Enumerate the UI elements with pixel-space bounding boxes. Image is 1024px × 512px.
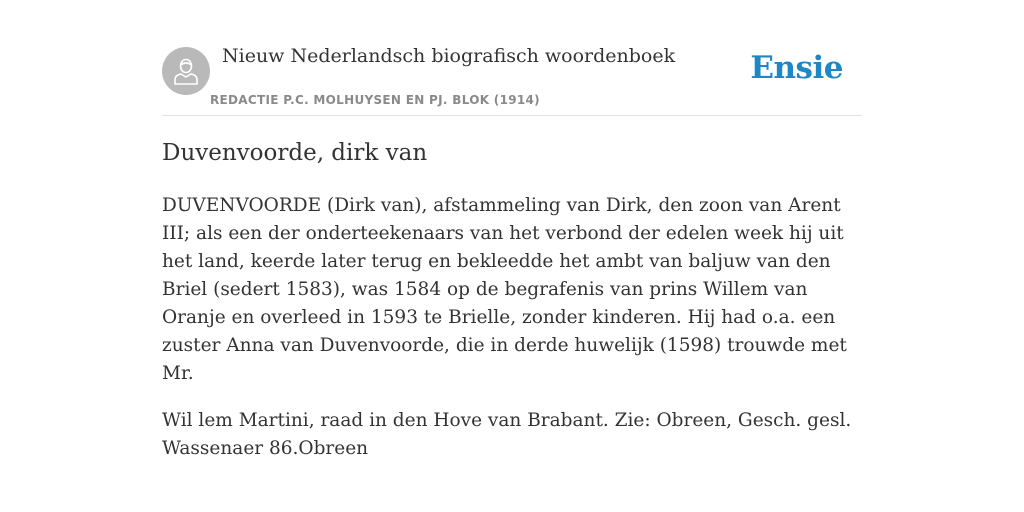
- avatar[interactable]: [162, 47, 210, 95]
- user-icon: [173, 57, 199, 85]
- source-editor: REDACTIE P.C. MOLHUYSEN EN PJ. BLOK (1914): [210, 93, 540, 107]
- entry-card: [162, 0, 862, 459]
- entry-body: [162, 192, 862, 482]
- ensie-logo[interactable]: Ensie: [750, 50, 843, 86]
- entry-paragraph: Wil lem Martini, raad in den Hove van Brabant. Zie: Obreen, Gesch. gesl. Wassenaer 86.Obreen: [162, 410, 852, 459]
- entry-paragraph: DUVENVOORDE (Dirk van), afstammeling van Dirk, den zoon van Arent III; als een der onderteekenaars van het verbond der edelen week hij uit het land, keerde later terug en bekleedde het ambt van baljuw van den Briel (sedert 1583), was 1584 op de begrafenis van prins Willem van Oranje en overleed in 1593 te Brielle, zonder kinderen. Hij had o.a. een zuster Anna van Duvenvoorde, die in derde huwelijk (1598) trouwde met Mr.: [162, 195, 847, 384]
- source-header: [162, 0, 862, 116]
- source-title[interactable]: Nieuw Nederlandsch biografisch woordenboek: [222, 45, 676, 67]
- entry-title: Duvenvoorde, dirk van: [162, 140, 428, 166]
